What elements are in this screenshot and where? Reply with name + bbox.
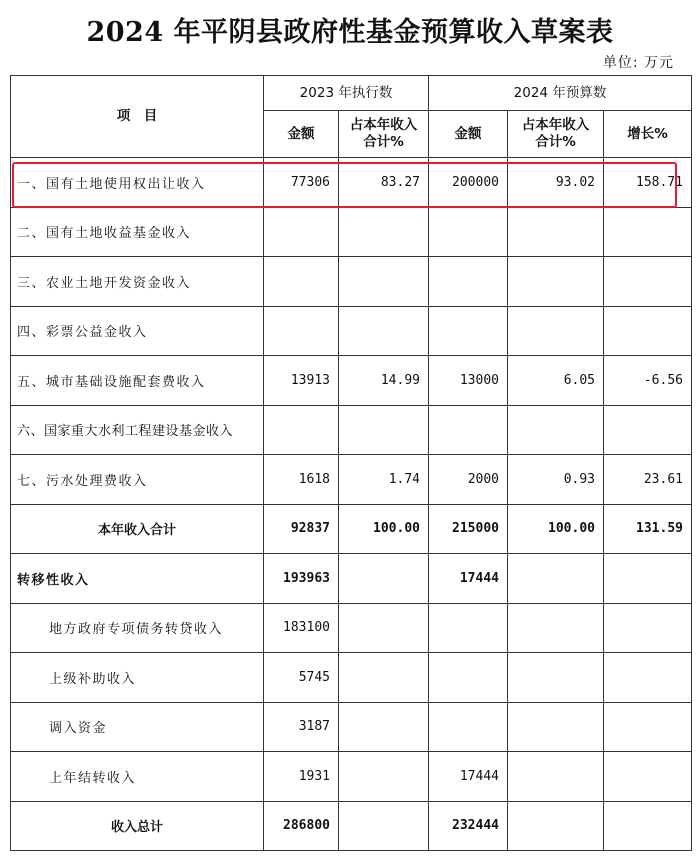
table-row: [11, 455, 692, 505]
cell-share-2024: [508, 752, 604, 802]
table-row: [11, 752, 692, 802]
header-2024-amount: 金额: [429, 111, 508, 158]
row-label: 转移性收入: [11, 554, 264, 604]
cell-share-2024: [508, 801, 604, 851]
header-2023: 2023 年执行数: [264, 76, 429, 111]
cell-growth: 23.61: [604, 455, 692, 505]
header-item: 项 目: [11, 76, 264, 158]
cell-amount-2024: 2000: [429, 455, 508, 505]
cell-amount-2023: 5745: [264, 653, 339, 703]
cell-amount-2024: 200000: [429, 158, 508, 208]
cell-share-2024: [508, 653, 604, 703]
cell-amount-2024: 17444: [429, 554, 508, 604]
row-label: 本年收入合计: [11, 504, 264, 554]
cell-amount-2023: [264, 207, 339, 257]
cell-amount-2023: 77306: [264, 158, 339, 208]
header-2023-share: [339, 111, 429, 158]
cell-amount-2023: 3187: [264, 702, 339, 752]
table-row: [11, 207, 692, 257]
cell-share-2024: [508, 405, 604, 455]
cell-growth: [604, 752, 692, 802]
cell-amount-2024: 13000: [429, 356, 508, 406]
cell-amount-2023: [264, 257, 339, 307]
cell-amount-2023: [264, 306, 339, 356]
header-2023-share-line1: 占本年收入: [349, 117, 418, 133]
row-label: 二、国有土地收益基金收入: [11, 207, 264, 257]
cell-amount-2023: 193963: [264, 554, 339, 604]
budget-table: [10, 75, 692, 851]
cell-amount-2024: 232444: [429, 801, 508, 851]
cell-growth: [604, 653, 692, 703]
cell-share-2024: [508, 702, 604, 752]
cell-amount-2023: 1618: [264, 455, 339, 505]
row-label: 上年结转收入: [11, 752, 264, 802]
cell-share-2023: 1.74: [339, 455, 429, 505]
cell-amount-2024: [429, 405, 508, 455]
cell-share-2023: [339, 554, 429, 604]
cell-amount-2024: [429, 653, 508, 703]
header-2024-share: [508, 111, 604, 158]
cell-growth: [604, 306, 692, 356]
cell-share-2024: [508, 603, 604, 653]
cell-growth: [604, 702, 692, 752]
cell-growth: [604, 405, 692, 455]
cell-share-2024: [508, 257, 604, 307]
header-2023-share-line2: 合计%: [363, 134, 404, 150]
cell-amount-2023: 1931: [264, 752, 339, 802]
cell-amount-2024: [429, 603, 508, 653]
page-title: 2024 年平阴县政府性基金预算收入草案表: [86, 17, 614, 48]
cell-share-2024: [508, 554, 604, 604]
cell-amount-2023: 13913: [264, 356, 339, 406]
cell-amount-2024: [429, 306, 508, 356]
cell-amount-2023: [264, 405, 339, 455]
cell-amount-2023: 183100: [264, 603, 339, 653]
cell-amount-2024: [429, 257, 508, 307]
table-row: [11, 603, 692, 653]
row-label: 收入总计: [11, 801, 264, 851]
table-row: [11, 356, 692, 406]
row-label: 七、污水处理费收入: [11, 455, 264, 505]
header-2024: 2024 年预算数: [429, 76, 692, 111]
cell-share-2023: 83.27: [339, 158, 429, 208]
cell-share-2023: [339, 752, 429, 802]
cell-growth: 131.59: [604, 504, 692, 554]
cell-share-2023: [339, 306, 429, 356]
row-label: 四、彩票公益金收入: [11, 306, 264, 356]
table-row: [11, 702, 692, 752]
cell-growth: [604, 801, 692, 851]
table-row: [11, 405, 692, 455]
cell-share-2024: 0.93: [508, 455, 604, 505]
cell-growth: [604, 603, 692, 653]
row-label: 上级补助收入: [11, 653, 264, 703]
table-row: [11, 257, 692, 307]
cell-share-2024: [508, 207, 604, 257]
table-row-subtotal: [11, 504, 692, 554]
row-label: 调入资金: [11, 702, 264, 752]
cell-share-2023: 100.00: [339, 504, 429, 554]
cell-share-2024: 6.05: [508, 356, 604, 406]
row-label: 五、城市基础设施配套费收入: [11, 356, 264, 406]
header-2024-share-line2: 合计%: [535, 134, 576, 150]
header-2024-share-line1: 占本年收入: [521, 117, 590, 133]
row-label: 六、国家重大水利工程建设基金收入: [11, 405, 264, 455]
cell-amount-2024: [429, 702, 508, 752]
cell-amount-2024: [429, 207, 508, 257]
table-row: [11, 158, 692, 208]
cell-share-2023: [339, 801, 429, 851]
cell-share-2024: [508, 306, 604, 356]
cell-share-2023: [339, 702, 429, 752]
header-row-group: [11, 76, 692, 111]
cell-growth: 158.71: [604, 158, 692, 208]
table-row-transfer: [11, 554, 692, 604]
cell-growth: [604, 257, 692, 307]
cell-share-2024: 93.02: [508, 158, 604, 208]
cell-share-2024: 100.00: [508, 504, 604, 554]
cell-amount-2024: 17444: [429, 752, 508, 802]
cell-share-2023: [339, 405, 429, 455]
cell-growth: [604, 207, 692, 257]
cell-amount-2023: 92837: [264, 504, 339, 554]
cell-share-2023: [339, 603, 429, 653]
cell-amount-2023: 286800: [264, 801, 339, 851]
cell-share-2023: 14.99: [339, 356, 429, 406]
row-label: 一、国有土地使用权出让收入: [11, 158, 264, 208]
cell-share-2023: [339, 207, 429, 257]
row-label: 三、农业土地开发资金收入: [11, 257, 264, 307]
cell-growth: -6.56: [604, 356, 692, 406]
row-label: 地方政府专项债务转贷收入: [11, 603, 264, 653]
unit-label: 单位: 万元: [602, 55, 674, 71]
header-2023-amount: 金额: [264, 111, 339, 158]
table-row: [11, 306, 692, 356]
cell-growth: [604, 554, 692, 604]
table-row-grand-total: [11, 801, 692, 851]
cell-amount-2024: 215000: [429, 504, 508, 554]
table-row: [11, 653, 692, 703]
header-growth: 增长%: [604, 111, 692, 158]
cell-share-2023: [339, 257, 429, 307]
cell-share-2023: [339, 653, 429, 703]
